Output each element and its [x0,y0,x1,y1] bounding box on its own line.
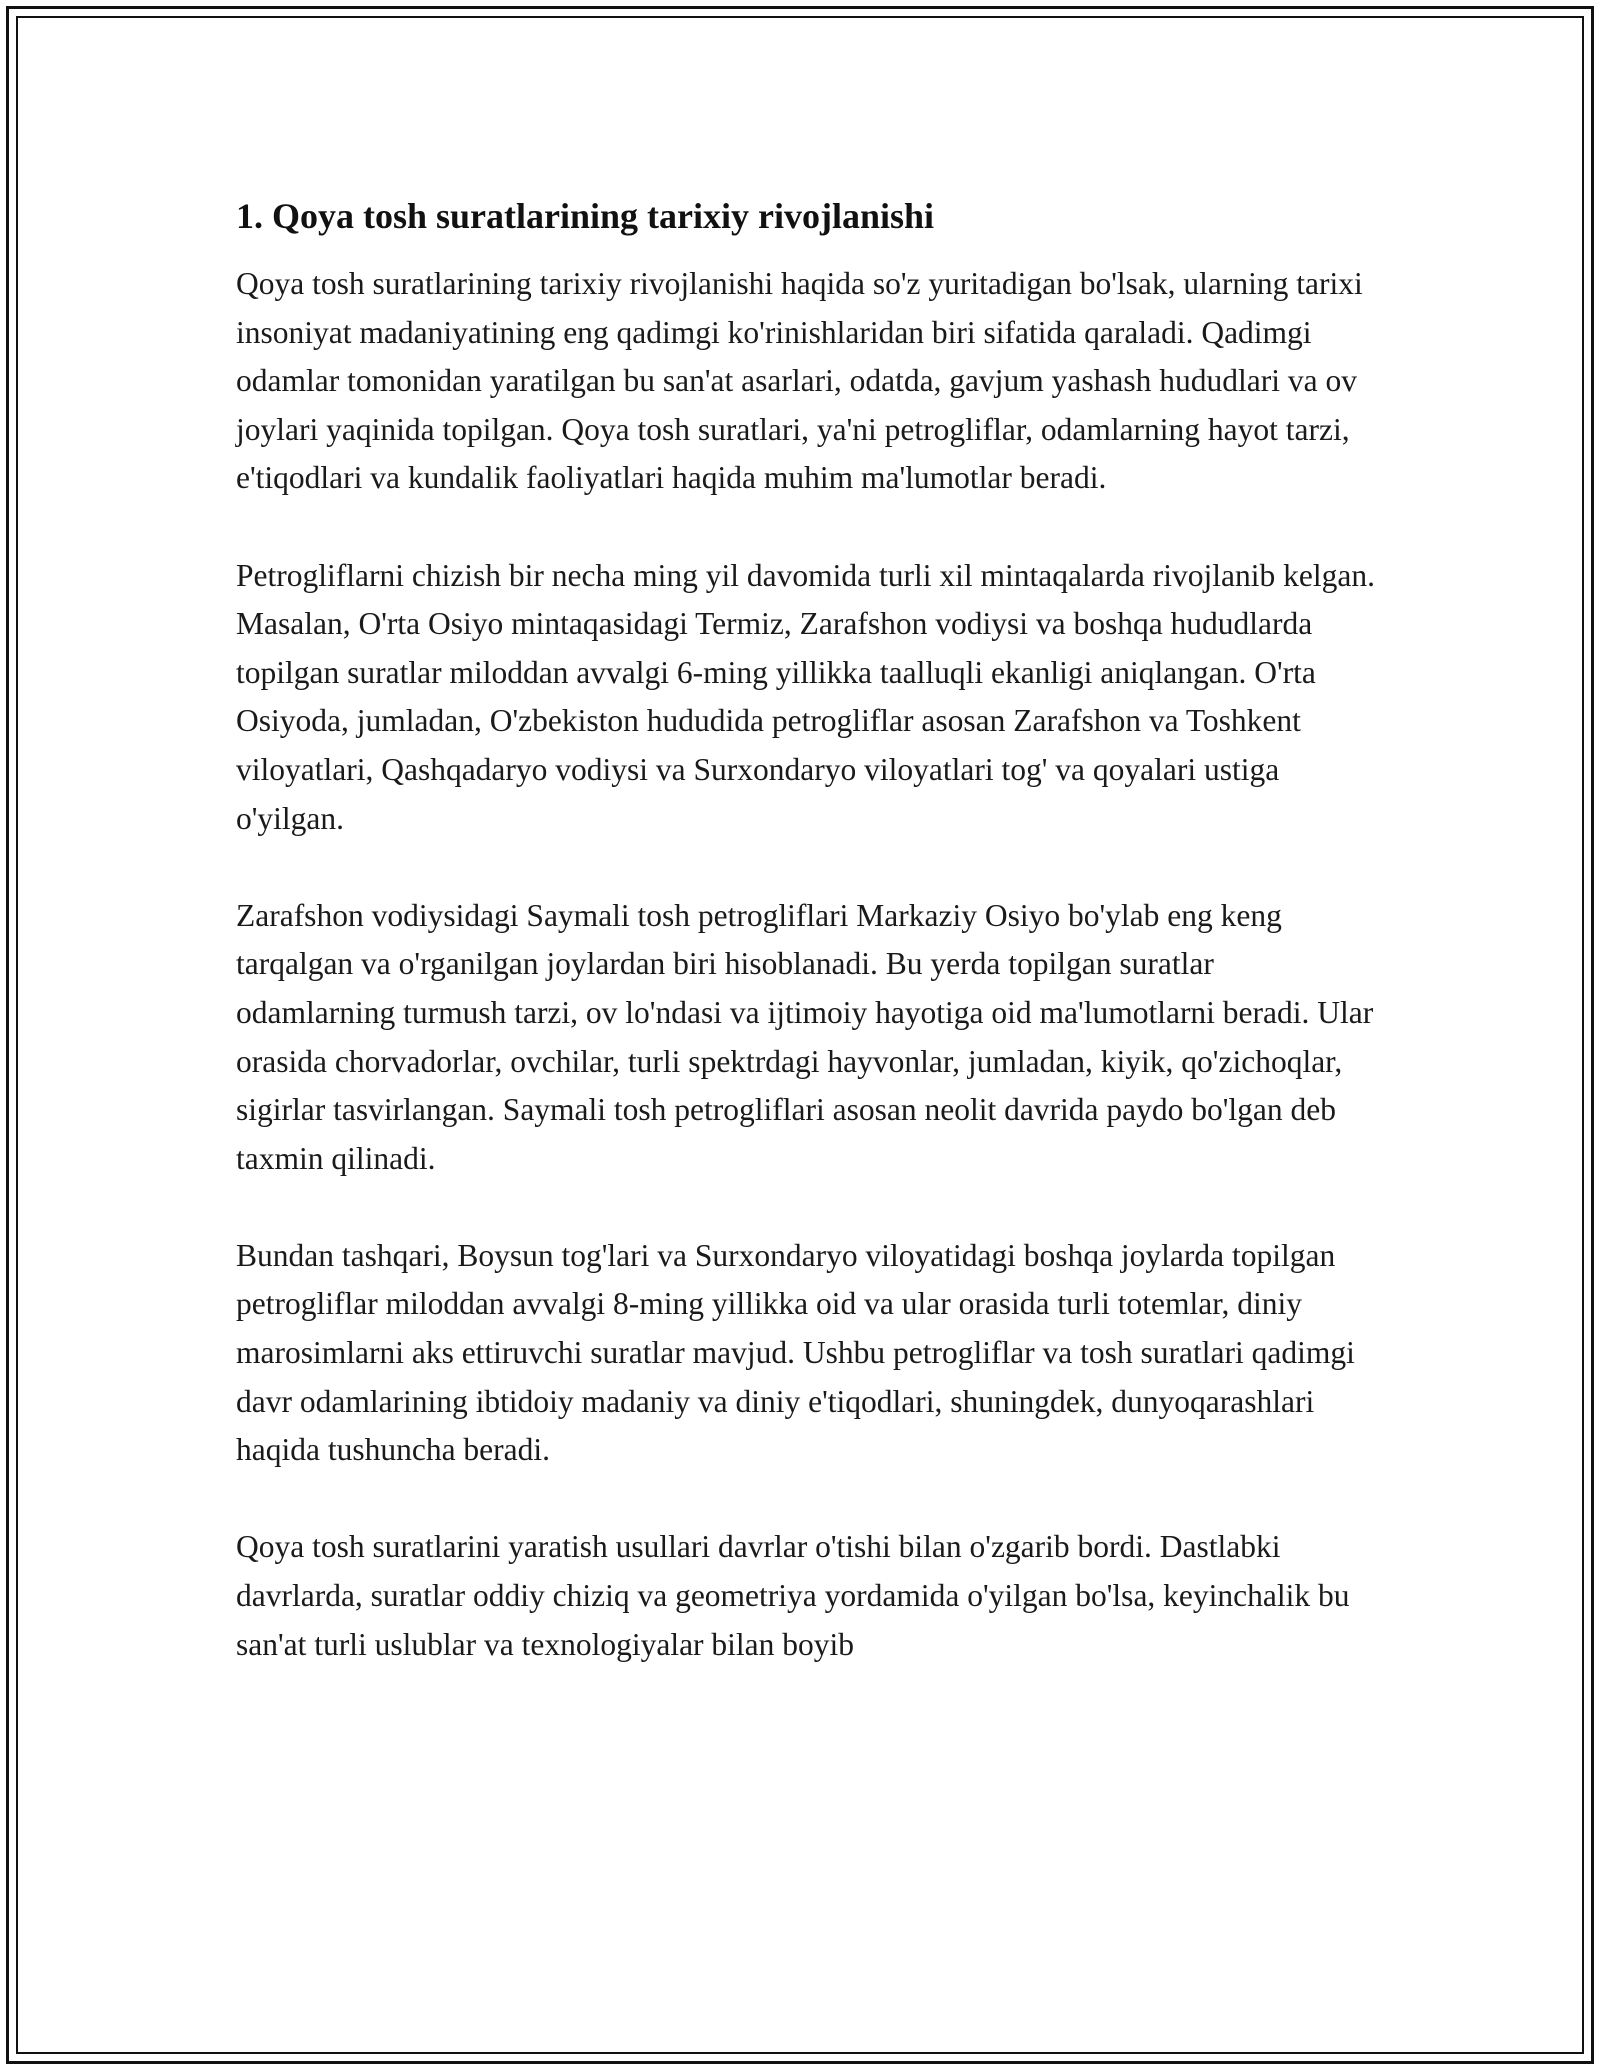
document-body [236,186,1376,1669]
section-heading: 1. Qoya tosh suratlarining tarixiy rivojlanishi [236,196,935,236]
paragraph-4: Bundan tashqari, Boysun tog'lari va Surxondaryo viloyatidagi boshqa joylarda topilgan petrogliflar miloddan avvalgi 8-ming yillikka oid va ular orasida turli totemlar, diniy marosimlarni aks ettiruvchi suratlar mavjud. Ushbu petrogliflar va tosh suratlari qadimgi davr odamlarining ibtidoiy madaniy va diniy e'tiqodlari, shuningdek, dunyoqarashlari haqida tushuncha beradi. [236,1237,1355,1468]
heading-spacer [236,246,1376,260]
paragraph-spacer [236,503,1376,552]
paragraph-1: Qoya tosh suratlarining tarixiy rivojlanishi haqida so'z yuritadigan bo'lsak, ularning tarixi insoniyat madaniyatining eng qadimgi ko'rinishlaridan biri sifatida qaraladi. Qadimgi odamlar tomonidan yaratilgan bu san'at asarlari, odatda, gavjum yashash hududlari va ov joylari yaqinida topilgan. Qoya tosh suratlari, ya'ni petrogliflar, odamlarning hayot tarzi, e'tiqodlari va kundalik faoliyatlari haqida muhim ma'lumotlar beradi. [236,266,1363,496]
paragraph-2: Petrogliflarni chizish bir necha ming yil davomida turli xil mintaqalarda rivojlanib kelgan. Masalan, O'rta Osiyo mintaqasidagi Termiz, Zarafshon vodiysi va boshqa hududlarda topilgan suratlar miloddan avvalgi 6-ming yillikka taalluqli ekanligi aniqlangan. O'rta Osiyoda, jumladan, O'zbekiston hududida petrogliflar asosan Zarafshon va Toshkent viloyatlari, Qashqadaryo vodiysi va Surxondaryo viloyatlari tog' va qoyalari ustiga o'yilgan. [236,557,1375,836]
paragraph-spacer [236,1183,1376,1232]
paragraph-spacer [236,843,1376,892]
paragraph-5: Qoya tosh suratlarini yaratish usullari davrlar o'tishi bilan o'zgarib bordi. Dastlabki davrlarda, suratlar oddiy chiziq va geometriya yordamida o'yilgan bo'lsa, keyinchalik bu san'at turli uslublar va texnologiyalar bilan boyib [236,1529,1350,1662]
paragraph-spacer [236,1475,1376,1524]
paragraph-3: Zarafshon vodiysidagi Saymali tosh petrogliflari Markaziy Osiyo bo'ylab eng keng tarqalgan va o'rganilgan joylardan biri hisoblanadi. Bu yerda topilgan suratlar odamlarning turmush tarzi, ov lo'ndasi va ijtimoiy hayotiga oid ma'lumotlarni beradi. Ular orasida chorvadorlar, ovchilar, turli spektrdagi hayvonlar, jumladan, kiyik, qo'zichoqlar, sigirlar tasvirlangan. Saymali tosh petrogliflari asosan neolit davrida paydo bo'lgan deb taxmin qilinadi. [236,897,1374,1176]
